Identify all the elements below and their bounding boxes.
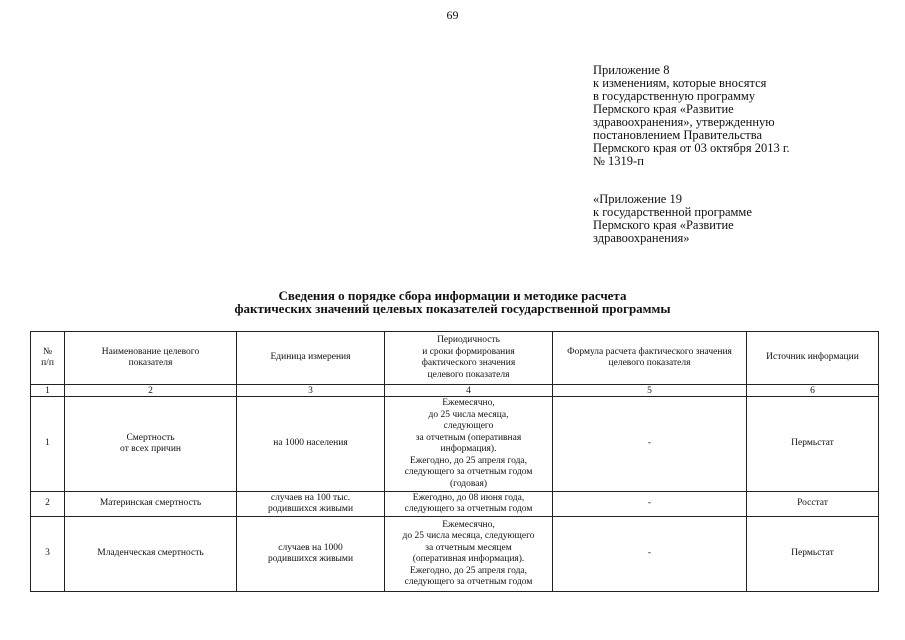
column-number: 1 [31,385,65,397]
header-line: № [42,346,53,357]
cell-line: родившихся живыми [267,554,354,564]
appendix-8-line: Приложение 8 [593,63,670,77]
appendix-19-line: «Приложение 19 [593,192,682,206]
row-number: 2 [31,492,65,517]
header-source [747,332,879,385]
information-source: Пермьстат [747,397,879,492]
appendix-19-line: к государственной программе [593,205,752,219]
appendix-8-line: Пермского края от 03 октября 2013 г. [593,141,790,155]
header-number [31,332,65,385]
header-line: Источник информации [766,352,859,363]
header-line: п/п [41,358,54,368]
header-line: Единица измерения [270,352,351,363]
appendix-19-line: Пермского края «Развитие [593,218,734,232]
header-line: Периодичность [437,335,500,345]
periodicity [385,517,553,592]
indicator-name [65,492,237,517]
header-indicator-name [65,332,237,385]
cell-line: от всех причин [120,444,181,454]
table-row [31,492,879,517]
header-line: фактического значения [421,358,516,368]
appendix-19-note [593,193,883,245]
appendix-8-line: № 1319-п [593,154,644,168]
row-number: 3 [31,517,65,592]
document-title-line: фактических значений целевых показателей государственной программы [234,301,671,316]
information-source: Пермьстат [747,517,879,592]
header-line: показателя [128,358,173,368]
table-row [31,517,879,592]
document-title-line: Сведения о порядке сбора информации и методике расчета [278,288,627,303]
cell-line: Ежегодно, до 25 апреля года, [409,565,528,576]
appendix-8-line: Пермского края «Развитие [593,102,734,116]
header-line: Наименование целевого [101,346,200,357]
appendix-8-line: в государственную программу [593,89,756,103]
cell-line: Ежемесячно, [442,519,495,530]
cell-line: (годовая) [450,478,487,489]
cell-line: до 25 числа месяца, следующего [402,531,535,541]
appendix-19-line: здравоохранения» [593,231,690,245]
document-title [0,289,905,315]
periodicity [385,492,553,517]
row-number: 1 [31,397,65,492]
header-line: целевого показателя [427,369,510,380]
header-unit [237,332,385,385]
header-formula [553,332,747,385]
cell-line: следующего за отчетным годом [404,504,533,514]
indicator-name [65,517,237,592]
cell-line: за отчетным месяцем [425,542,512,553]
appendix-8-line: к изменениям, которые вносятся [593,76,767,90]
column-number: 5 [553,385,747,397]
cell-line: до 25 числа месяца, [428,409,509,420]
column-number-row [31,385,879,397]
cell-line: случаев на 100 тыс. [270,492,351,503]
indicators-table [30,331,879,592]
header-periodicity [385,332,553,385]
cell-line: следующего за отчетным годом [404,467,533,477]
cell-line: Материнская смертность [99,498,202,509]
cell-line: следующего за отчетным годом [404,577,533,587]
cell-line: Ежемесячно, [442,398,495,408]
unit-of-measure [237,397,385,492]
header-line: целевого показателя [608,358,691,368]
column-number: 2 [65,385,237,397]
header-line: и сроки формирования [422,346,515,357]
information-source: Росстат [747,492,879,517]
periodicity [385,397,553,492]
column-number: 4 [385,385,553,397]
calculation-formula: - [553,492,747,517]
cell-line: на 1000 населения [273,438,348,449]
cell-line: за отчетным (оперативная [415,432,522,443]
appendix-8-line: постановлением Правительства [593,128,763,142]
header-line: Формула расчета фактического значения [567,346,732,357]
cell-line: Младенческая смертность [97,548,204,559]
cell-line: Ежегодно, до 25 апреля года, [409,455,528,466]
appendix-8-note [593,64,883,168]
appendix-8-line: здравоохранения», утвержденную [593,115,775,129]
cell-line: случаев на 1000 [278,542,343,553]
unit-of-measure [237,517,385,592]
cell-line: Смертность [126,432,175,443]
calculation-formula: - [553,397,747,492]
cell-line: Ежегодно, до 08 июня года, [412,492,525,503]
table-row [31,397,879,492]
unit-of-measure [237,492,385,517]
indicator-name [65,397,237,492]
table-header-row [31,332,879,385]
page-number: 69 [446,8,459,22]
cell-line: информация). [440,444,497,454]
cell-line: (оперативная информация). [412,554,525,564]
cell-line: родившихся живыми [267,504,354,514]
cell-line: следующего [443,421,494,431]
column-number: 3 [237,385,385,397]
calculation-formula: - [553,517,747,592]
column-number: 6 [747,385,879,397]
